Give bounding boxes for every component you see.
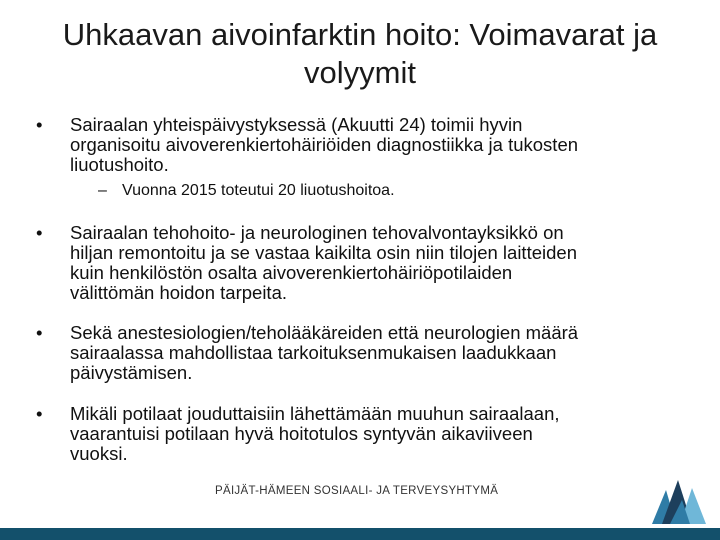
slide-title: Uhkaavan aivoinfarktin hoito: Voimavarat ja volyymit — [62, 17, 658, 90]
bullet-line: sairaalassa mahdollistaa tarkoituksenmukaisen laadukkaan — [70, 342, 557, 363]
bullet-symbol: • — [36, 403, 43, 424]
sub-bullet-symbol: – — [98, 182, 107, 199]
mountain-logo-icon — [652, 478, 706, 524]
bullet-line: organisoitu aivoverenkiertohäiriöiden diagnostiikka ja tukosten — [70, 134, 579, 155]
bullet-symbol: • — [36, 322, 43, 343]
bullet-symbol: • — [36, 114, 43, 135]
bullet-line: Mikäli potilaat jouduttaisiin lähettämään muuhun sairaalaan, — [70, 403, 560, 424]
bullet-line: kuin henkilöstön osalta aivoverenkiertohäiriöpotilaiden — [70, 262, 513, 283]
bottom-bar — [0, 528, 720, 540]
bullet-line: hiljan remontoitu ja se vastaa kaikilta osin niin tilojen laitteiden — [70, 242, 577, 263]
sub-bullet-text: Vuonna 2015 toteutui 20 liuotushoitoa. — [122, 182, 395, 199]
bullet-line: Sairaalan tehohoito- ja neurologinen tehovalvontayksikkö on — [70, 222, 564, 243]
bullet-line: liuotushoito. — [70, 154, 169, 175]
footer-organization: PÄIJÄT-HÄMEEN SOSIAALI- JA TERVEYSYHTYMÄ — [215, 485, 499, 497]
bullet-line: Sekä anestesiologien/teholääkäreiden että neurologien määrä — [70, 322, 579, 343]
bullet-line: vuoksi. — [70, 443, 128, 464]
bullet-line: Sairaalan yhteispäivystyksessä (Akuutti 24) toimii hyvin — [70, 114, 523, 135]
bullet-symbol: • — [36, 222, 43, 243]
bullet-line: vaarantuisi potilaan hyvä hoitotulos syntyvän aikaviiveen — [70, 423, 533, 444]
bullet-line: välittömän hoidon tarpeita. — [70, 282, 287, 303]
bullet-line: päivystämisen. — [70, 362, 193, 383]
